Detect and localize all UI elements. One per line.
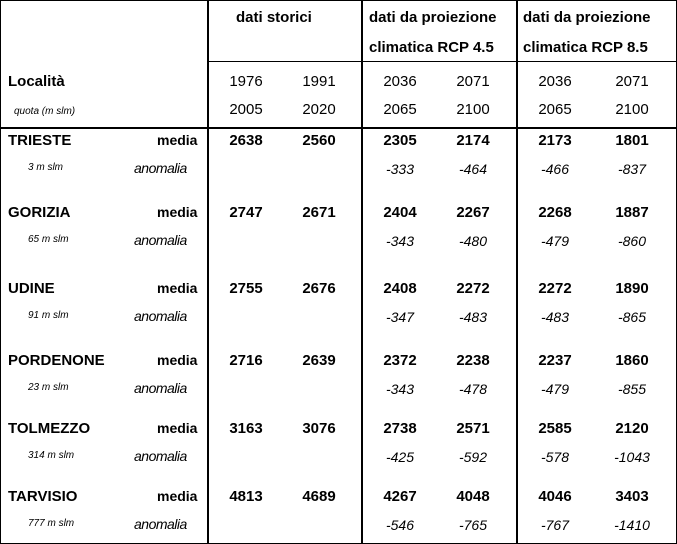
mean-value: 1887 — [615, 204, 649, 221]
mean-value: 2305 — [383, 132, 417, 149]
mean-value: 2571 — [456, 420, 490, 437]
mean-value: 2120 — [615, 420, 649, 437]
mean-value: 2173 — [538, 132, 572, 149]
mean-value: 1860 — [615, 352, 649, 369]
anomaly-value: -333 — [385, 161, 415, 177]
anomaly-value: -855 — [617, 381, 647, 397]
mean-value: 1801 — [615, 132, 649, 149]
mean-value: 4813 — [229, 488, 263, 505]
period-start: 2071 — [456, 73, 490, 90]
anomaly-value: -479 — [540, 233, 570, 249]
location-name: TARVISIO — [8, 488, 78, 505]
header-historic: dati storici — [236, 9, 312, 26]
period-end: 2065 — [538, 101, 572, 118]
location-altitude: 91 m slm — [28, 310, 69, 321]
mean-value: 2639 — [302, 352, 336, 369]
location-altitude: 314 m slm — [28, 450, 75, 461]
anomaly-label: anomalia — [134, 448, 187, 464]
border-top — [0, 0, 677, 1]
mean-value: 2560 — [302, 132, 336, 149]
period-end: 2020 — [302, 101, 336, 118]
mean-value: 2747 — [229, 204, 263, 221]
anomaly-value: -767 — [540, 517, 570, 533]
location-name: GORIZIA — [8, 204, 71, 221]
mean-value: 3076 — [302, 420, 336, 437]
mean-value: 2267 — [456, 204, 490, 221]
mean-value: 2755 — [229, 280, 263, 297]
period-start: 2071 — [615, 73, 649, 90]
header-location: Località — [8, 73, 65, 90]
location-altitude: 23 m slm — [28, 382, 69, 393]
divider-historic — [361, 0, 363, 544]
mean-value: 4267 — [383, 488, 417, 505]
mean-value: 2174 — [456, 132, 490, 149]
mean-label: media — [157, 204, 198, 220]
location-name: UDINE — [8, 280, 55, 297]
anomaly-value: -343 — [385, 233, 415, 249]
mean-value: 1890 — [615, 280, 649, 297]
period-start: 2036 — [538, 73, 572, 90]
location-name: PORDENONE — [8, 352, 105, 369]
anomaly-value: -466 — [540, 161, 570, 177]
period-end: 2005 — [229, 101, 263, 118]
header-bottom-line — [0, 127, 677, 129]
location-name: TRIESTE — [8, 132, 72, 149]
anomaly-value: -343 — [385, 381, 415, 397]
header-rcp45-line2: climatica RCP 4.5 — [369, 39, 494, 56]
location-name: TOLMEZZO — [8, 420, 91, 437]
mean-value: 2671 — [302, 204, 336, 221]
mean-value: 2372 — [383, 352, 417, 369]
mean-value: 2716 — [229, 352, 263, 369]
anomaly-value: -860 — [617, 233, 647, 249]
anomaly-value: -765 — [458, 517, 488, 533]
header-rcp85-line1: dati da proiezione — [523, 9, 651, 26]
anomaly-label: anomalia — [134, 160, 187, 176]
mean-label: media — [157, 280, 198, 296]
mean-value: 2272 — [456, 280, 490, 297]
anomaly-value: -483 — [540, 309, 570, 325]
mean-value: 3163 — [229, 420, 263, 437]
anomaly-value: -347 — [385, 309, 415, 325]
period-start: 1991 — [302, 73, 336, 90]
period-start: 2036 — [383, 73, 417, 90]
anomaly-label: anomalia — [134, 380, 187, 396]
anomaly-value: -480 — [458, 233, 488, 249]
anomaly-label: anomalia — [134, 232, 187, 248]
header-altitude: quota (m slm) — [14, 106, 76, 117]
anomaly-label: anomalia — [134, 516, 187, 532]
divider-rcp45 — [516, 0, 518, 544]
header-rcp85-line2: climatica RCP 8.5 — [523, 39, 648, 56]
header-rcp45-line1: dati da proiezione — [369, 9, 497, 26]
mean-value: 2638 — [229, 132, 263, 149]
mean-value: 2738 — [383, 420, 417, 437]
location-altitude: 65 m slm — [28, 234, 69, 245]
period-end: 2100 — [615, 101, 649, 118]
border-left — [0, 0, 1, 544]
anomaly-value: -865 — [617, 309, 647, 325]
location-altitude: 777 m slm — [28, 518, 75, 529]
mean-label: media — [157, 420, 198, 436]
mean-label: media — [157, 488, 198, 504]
mean-value: 2404 — [383, 204, 417, 221]
header-underline — [207, 61, 677, 62]
mean-value: 4046 — [538, 488, 572, 505]
mean-value: 2268 — [538, 204, 572, 221]
anomaly-value: -478 — [458, 381, 488, 397]
anomaly-value: -1043 — [614, 449, 650, 465]
anomaly-value: -1410 — [614, 517, 650, 533]
mean-value: 2676 — [302, 280, 336, 297]
mean-value: 2237 — [538, 352, 572, 369]
location-altitude: 3 m slm — [28, 162, 63, 173]
anomaly-value: -425 — [385, 449, 415, 465]
anomaly-label: anomalia — [134, 308, 187, 324]
mean-value: 3403 — [615, 488, 649, 505]
period-start: 1976 — [229, 73, 263, 90]
mean-value: 2408 — [383, 280, 417, 297]
mean-label: media — [157, 352, 198, 368]
mean-value: 2585 — [538, 420, 572, 437]
anomaly-value: -546 — [385, 517, 415, 533]
anomaly-value: -464 — [458, 161, 488, 177]
mean-label: media — [157, 132, 198, 148]
mean-value: 2272 — [538, 280, 572, 297]
period-end: 2100 — [456, 101, 490, 118]
anomaly-value: -483 — [458, 309, 488, 325]
mean-value: 2238 — [456, 352, 490, 369]
anomaly-value: -837 — [617, 161, 647, 177]
mean-value: 4048 — [456, 488, 490, 505]
anomaly-value: -592 — [458, 449, 488, 465]
divider-location — [207, 0, 209, 544]
mean-value: 4689 — [302, 488, 336, 505]
period-end: 2065 — [383, 101, 417, 118]
anomaly-value: -578 — [540, 449, 570, 465]
anomaly-value: -479 — [540, 381, 570, 397]
